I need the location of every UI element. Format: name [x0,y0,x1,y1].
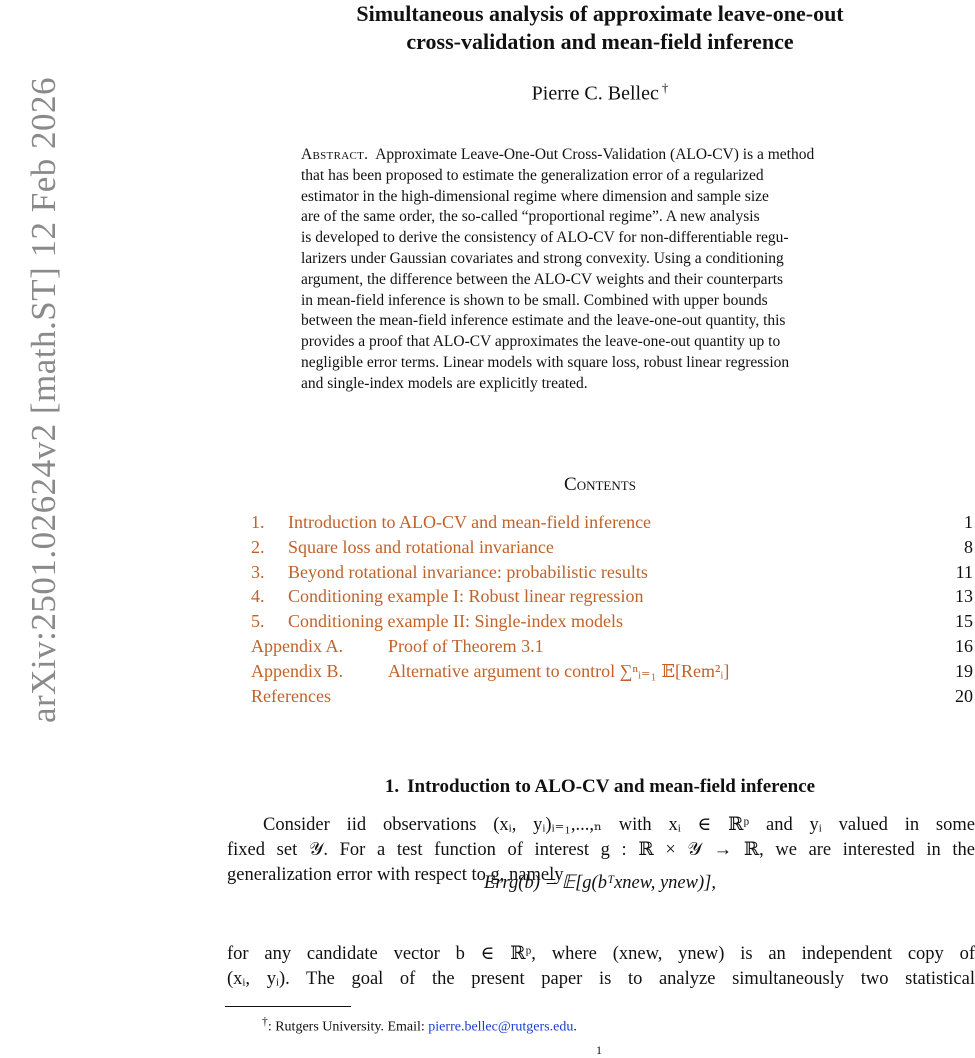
toc-entry-page: 15 [955,611,973,632]
toc-entry[interactable] [251,659,973,684]
toc-entry[interactable] [251,584,973,609]
abstract-line: provides a proof that ALO-CV approximates the leave-one-out quantity up to [301,333,781,351]
toc-entry-number[interactable]: 5. [251,611,265,632]
email-link[interactable]: pierre.bellec@rutgers.edu [428,1019,574,1035]
abstract-line: is developed to derive the consistency of ALO-CV for non-differentiable regu- [301,229,789,247]
author-name: Pierre C. Bellec [531,82,659,105]
arxiv-identifier: arXiv:2501.02624v2 [math.ST] 12 Feb 2026 [24,76,63,724]
toc-entry-page: 13 [955,586,973,607]
body-line: generalization error with respect to g, namely [227,865,564,885]
abstract [301,145,931,395]
abstract-line: argument, the difference between the ALO-CV weights and their counterparts [301,270,784,288]
body-line: Consider iid observations (xᵢ, yᵢ)ᵢ₌₁,...,ₙ with xᵢ ∈ ℝᵖ and yᵢ valued in some [263,815,975,835]
body-paragraph [227,942,975,992]
toc-entry[interactable] [251,634,973,659]
abstract-label: Abstract. [301,146,369,163]
toc-entry[interactable] [251,609,973,634]
author-footnote-mark: † [661,80,669,95]
footnote-text: : Rutgers University. Email: [267,1019,429,1035]
abstract-line: and single-index models are explicitly treated. [301,374,588,392]
toc-entry[interactable] [251,560,973,585]
title-line: cross-validation and mean-field inference [406,29,794,54]
body-line: fixed set 𝒴. For a test function of interest g : ℝ × 𝒴 → ℝ, we are interested in the [227,840,975,860]
abstract-line: negligible error terms. Linear models with square loss, robust linear regression [301,353,790,371]
table-of-contents [251,510,973,708]
title-line: Simultaneous analysis of approximate leave-one-out [356,1,844,26]
toc-entry[interactable] [251,510,973,535]
abstract-line: Abstract. Approximate Leave-One-Out Cross-Validation (ALO-CV) is a method [301,146,815,163]
section-heading [225,776,975,798]
page-number: 1 [596,1043,602,1057]
abstract-line: estimator in the high-dimensional regime where dimension and sample size [301,187,769,205]
toc-entry-number[interactable]: Appendix B. [251,660,343,681]
toc-entry-title[interactable]: Beyond rotational invariance: probabilistic results [288,561,648,582]
toc-entry-number[interactable]: 2. [251,536,265,557]
toc-entry-number[interactable]: Appendix A. [251,635,343,656]
toc-entry-number[interactable]: References [251,685,331,706]
abstract-line: in mean-field inference is shown to be small. Combined with upper bounds [301,291,768,309]
toc-entry-page: 16 [955,635,973,656]
abstract-line: that has been proposed to estimate the generalization error of a regularized [301,166,764,184]
toc-entry-page: 8 [964,536,973,557]
toc-entry-title[interactable]: Introduction to ALO-CV and mean-field inference [288,512,652,532]
toc-entry-page: 11 [955,561,973,582]
contents-heading: Contents [564,474,636,495]
section-title: Introduction to ALO-CV and mean-field inference [407,776,816,797]
toc-entry[interactable] [251,684,973,709]
toc-entry-title[interactable]: Conditioning example I: Robust linear regression [288,586,644,607]
toc-entry[interactable] [251,535,973,560]
abstract-line: between the mean-field inference estimate and the leave-one-out quantity, this [301,312,786,330]
abstract-line: are of the same order, the so-called “proportional regime”. A new analysis [301,208,760,226]
equation-generalization-error: Errg(b) = 𝔼[g(bᵀxnew, ynew)], [484,873,716,893]
footnote-mark: † [262,1015,268,1028]
paper-title [225,0,975,56]
footnote [262,1015,577,1036]
toc-entry-title[interactable]: Square loss and rotational invariance [288,536,554,557]
toc-entry-page: 19 [955,660,973,681]
section-number: 1. [384,776,400,797]
toc-entry-page: 1 [964,512,973,532]
toc-entry-page: 20 [955,685,973,706]
toc-entry-title[interactable]: Proof of Theorem 3.1 [388,635,544,656]
toc-entry-title[interactable]: Conditioning example II: Single-index models [288,611,623,632]
author [225,80,975,106]
toc-entry-number[interactable]: 4. [251,586,265,607]
body-line: for any candidate vector b ∈ ℝᵖ, where (xnew, ynew) is an independent copy of [227,944,975,964]
footnote-rule [225,1006,351,1007]
toc-entry-number[interactable]: 3. [251,561,265,582]
abstract-line: larizers under Gaussian covariates and strong convexity. Using a conditioning [301,249,784,267]
toc-entry-title[interactable]: Alternative argument to control ∑ⁿᵢ₌₁ 𝔼[Rem²ᵢ] [388,660,730,681]
body-line: (xᵢ, yᵢ). The goal of the present paper is to analyze simultaneously two statistical [227,969,975,989]
footnote-end: . [573,1019,577,1035]
toc-entry-number[interactable]: 1. [251,512,265,532]
